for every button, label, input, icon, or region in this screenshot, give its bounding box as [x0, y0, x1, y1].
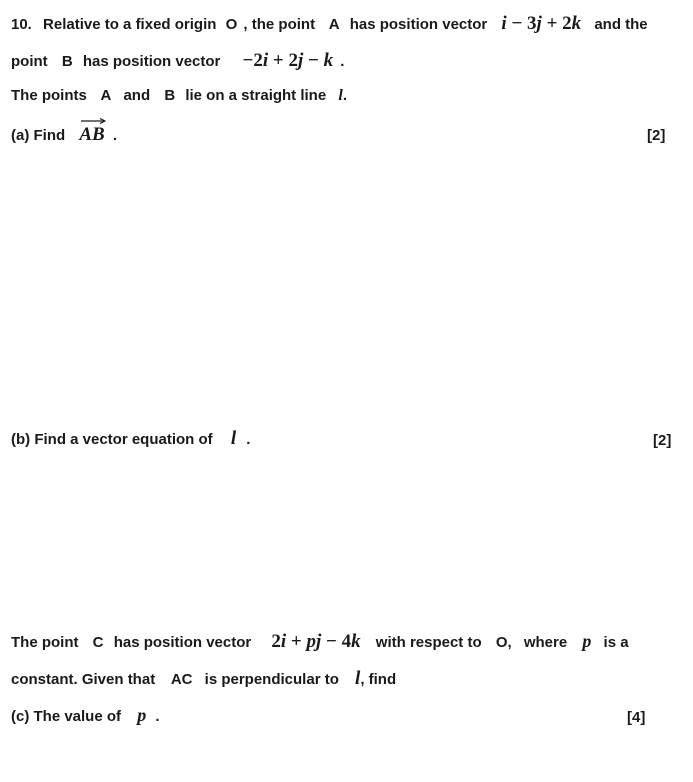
part-b: [11, 428, 250, 450]
stem-text: constant. Given that: [11, 671, 156, 688]
stem-text: The point: [11, 634, 79, 651]
stem-text: with respect to: [375, 634, 482, 651]
position-vector-c: 2i + pj − 4k: [271, 631, 361, 652]
position-vector-a: i − 3j + 2k: [501, 13, 582, 34]
part-a-marks: [2]: [647, 127, 666, 144]
position-vector-b: −2i + 2j − k: [242, 50, 334, 71]
period: .: [342, 87, 347, 104]
question-line-3: [11, 87, 347, 105]
ac-label: AC: [170, 671, 193, 688]
stem-text: is perpendicular to: [204, 671, 339, 688]
part-c-intro-line-2: [11, 668, 396, 690]
question-line-1: [11, 13, 648, 35]
stem-text: The points: [11, 87, 87, 104]
origin-label: O: [225, 16, 238, 33]
part-b-label: (b) Find a vector equation of: [11, 431, 213, 448]
part-c-marks: [4]: [627, 709, 646, 726]
period: .: [155, 708, 160, 725]
stem-text: and: [123, 87, 151, 104]
stem-text: point: [11, 53, 48, 70]
part-a: [11, 124, 117, 146]
point-c-label: C: [92, 634, 104, 651]
stem-text: has position vector: [349, 16, 488, 33]
period: .: [340, 53, 345, 70]
stem-text: , the point: [243, 16, 316, 33]
part-c-intro-line-1: [11, 631, 629, 653]
stem-text: Relative to a fixed origin: [43, 16, 217, 33]
stem-text: and the: [594, 16, 648, 33]
part-a-label: (a) Find: [11, 127, 66, 144]
point-a-label: A: [328, 16, 340, 33]
stem-text: has position vector: [82, 53, 221, 70]
stem-text: has position vector: [113, 634, 252, 651]
line-l-label: l: [230, 428, 237, 449]
origin-label: O,: [495, 634, 512, 651]
p-label: p: [582, 631, 592, 651]
point-b-label: B: [164, 87, 176, 104]
part-c-label: (c) The value of: [11, 708, 122, 725]
question-line-2: [11, 50, 344, 72]
stem-text: lie on a straight line: [185, 87, 327, 104]
question-number: 10.: [11, 16, 32, 33]
stem-text: , find: [360, 671, 397, 688]
line-l-label: l: [355, 668, 361, 689]
stem-text: where: [523, 634, 568, 651]
part-c: [11, 705, 160, 726]
point-a-label: A: [100, 87, 112, 104]
vector-arrow-icon: [80, 118, 106, 124]
p-label: p: [137, 705, 147, 725]
period: .: [246, 431, 251, 448]
vector-ab: AB: [79, 124, 104, 146]
period: .: [112, 127, 118, 144]
part-b-marks: [2]: [653, 432, 672, 449]
line-l-label: l: [338, 87, 343, 104]
stem-text: is a: [603, 634, 629, 651]
point-b-label: B: [61, 53, 73, 70]
